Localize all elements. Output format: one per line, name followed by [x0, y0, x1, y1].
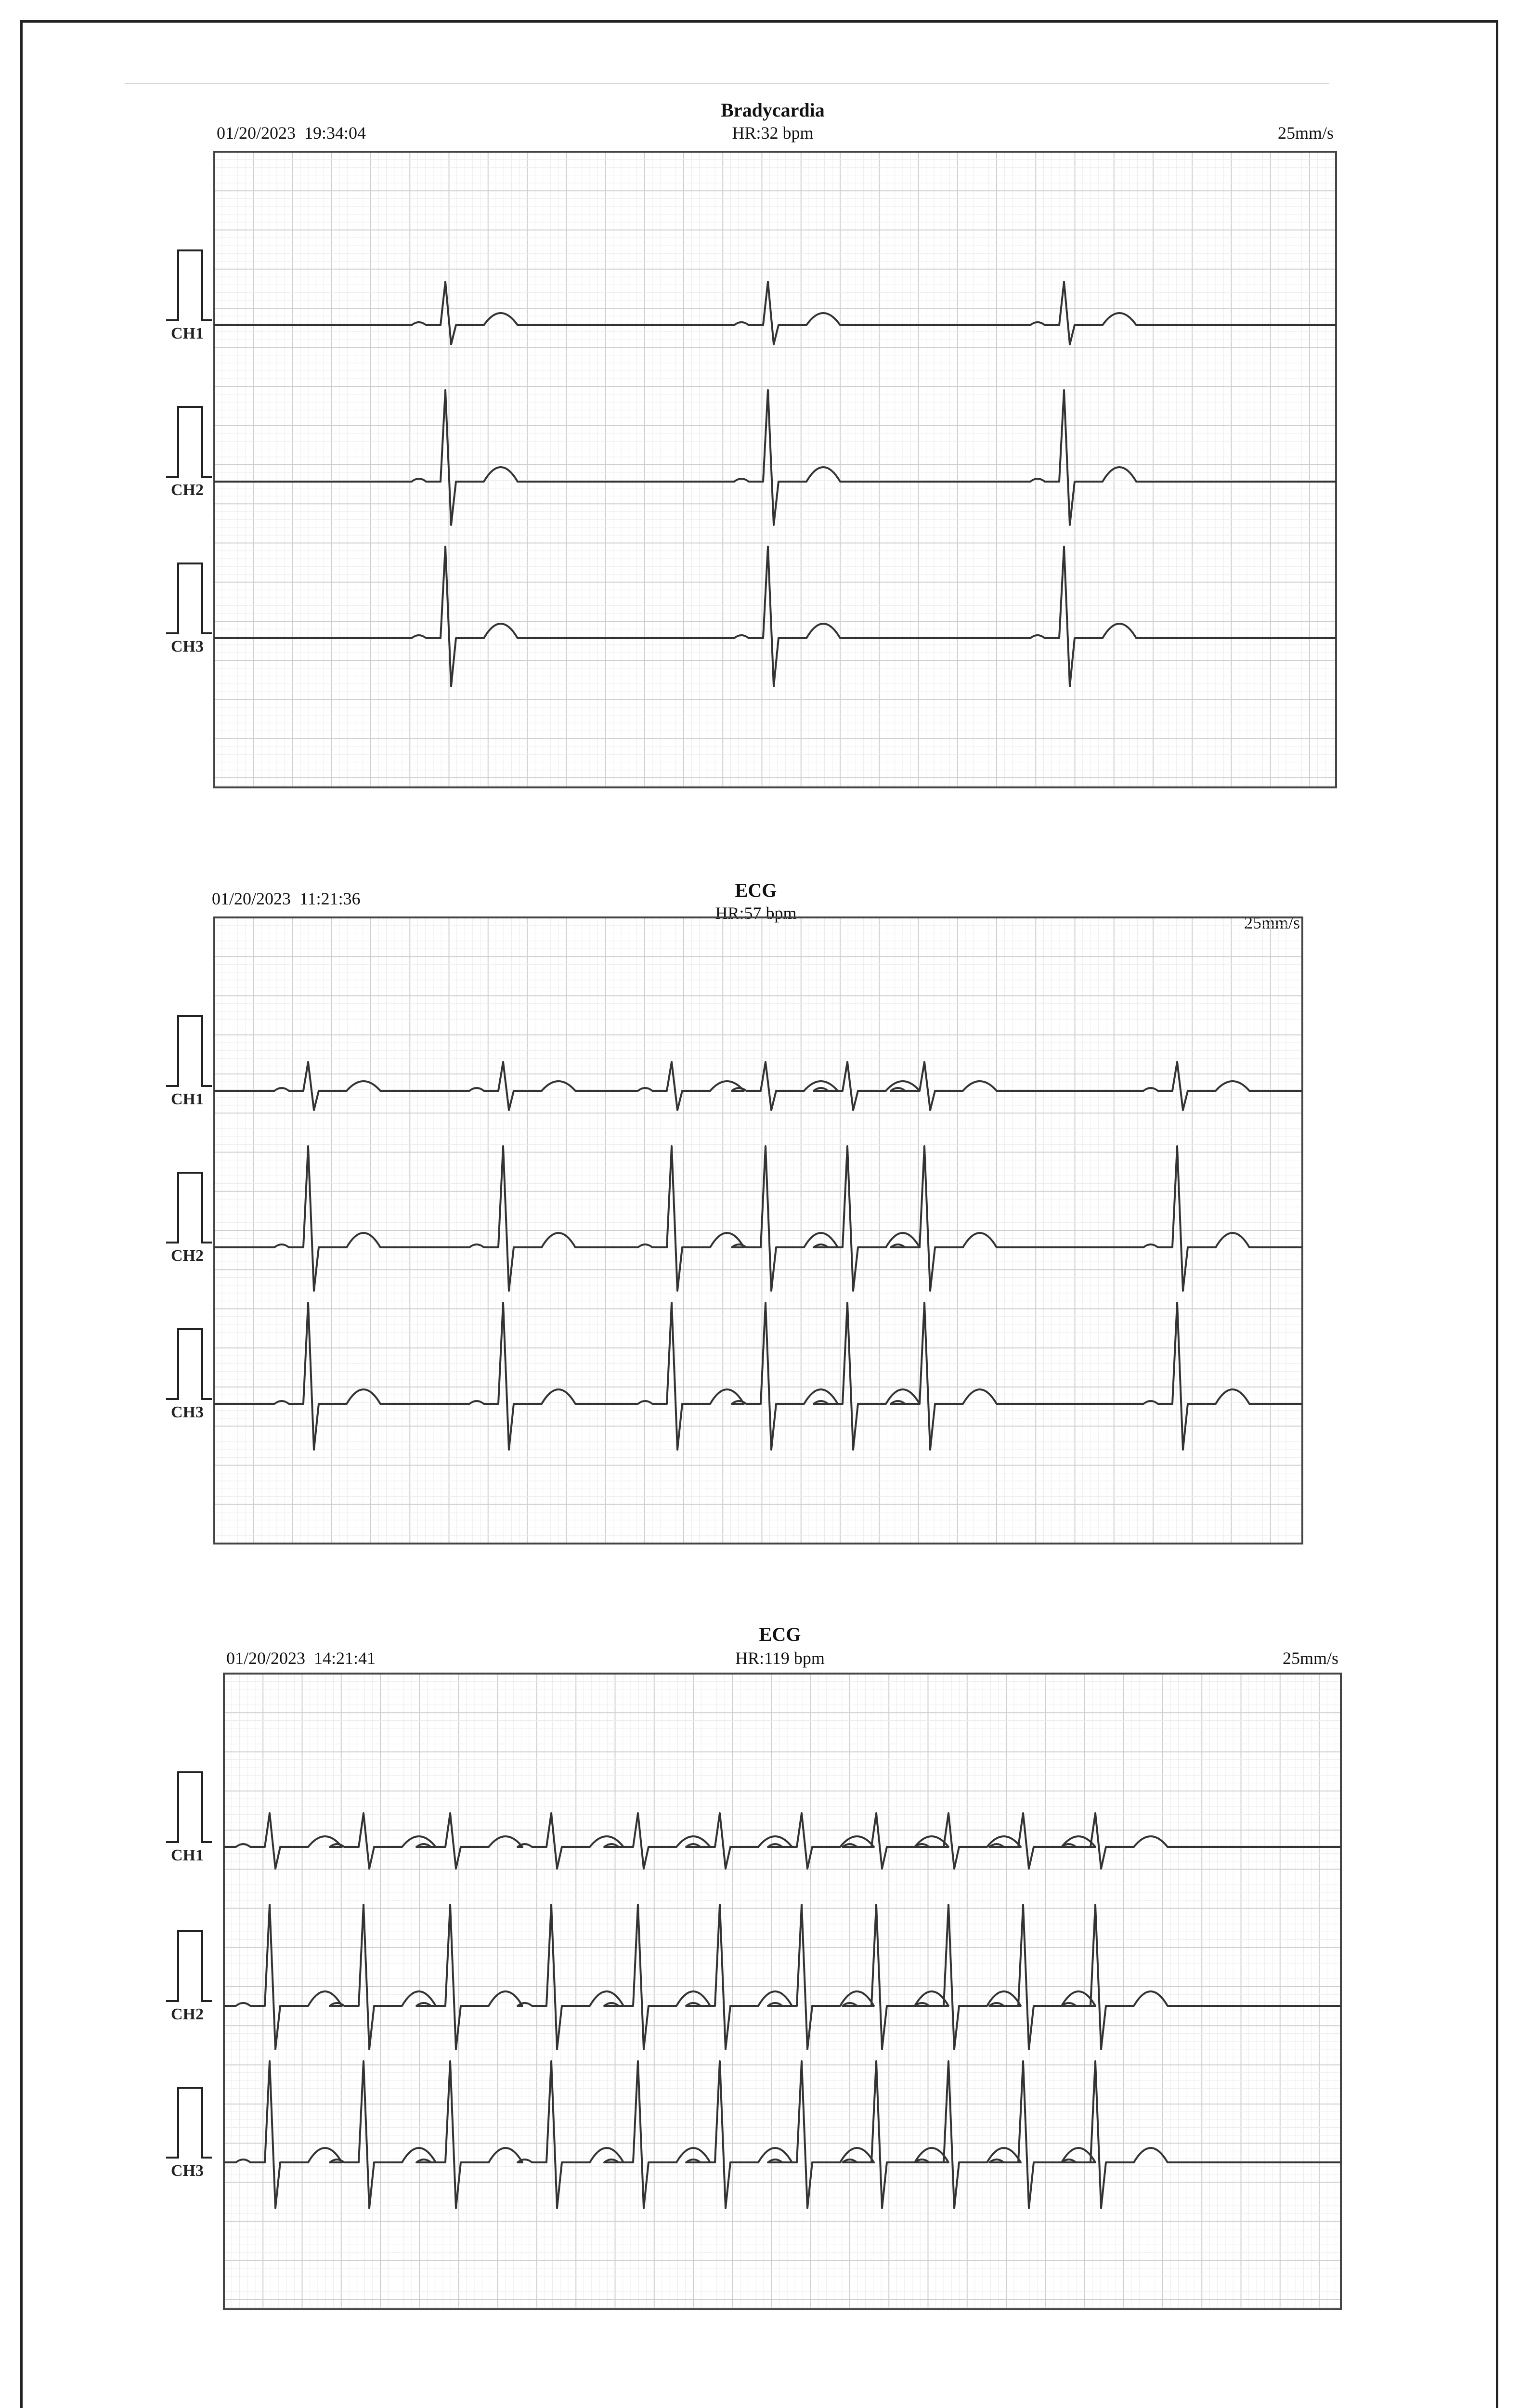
grid-border: [224, 1674, 1341, 2309]
ecg-chart-119bpm: [154, 1671, 1348, 2316]
waveform-ch3: [224, 2061, 1341, 2208]
ecg-grid: [224, 1674, 1341, 2309]
calibration-pulse-ch2: [166, 407, 212, 477]
calibration-pulse-ch3: [166, 1329, 212, 1399]
waveform-ch3: [214, 1303, 1302, 1450]
channel-label-ch3: CH3: [171, 1403, 204, 1421]
strip-speed: 25mm/s: [1277, 123, 1334, 143]
calibration-pulse-ch1: [166, 1772, 212, 1842]
ecg-chart-57bpm: [154, 905, 1305, 1551]
ecg-grid: [214, 917, 1302, 1544]
waveform-ch1: [224, 1813, 1341, 1869]
channel-label-ch3: CH3: [171, 2162, 204, 2180]
waveform-ch2: [224, 1905, 1341, 2049]
channel-label-ch1: CH1: [171, 1846, 204, 1864]
channel-label-ch1: CH1: [171, 1090, 204, 1108]
calibration-pulse-ch3: [166, 2088, 212, 2158]
channel-label-ch2: CH2: [171, 2005, 204, 2023]
channel-label-ch3: CH3: [171, 638, 204, 655]
strip-title: ECG: [759, 1623, 801, 1645]
channel-label-ch1: CH1: [171, 325, 204, 342]
strip-timestamp: 01/20/2023 11:21:36: [212, 889, 361, 908]
calibration-pulse-ch3: [166, 563, 212, 633]
calibration-pulse-ch2: [166, 1931, 212, 2001]
strip-speed: 25mm/s: [1282, 1649, 1338, 1668]
channel-label-ch2: CH2: [171, 1247, 204, 1265]
strip-heart-rate: HR:119 bpm: [735, 1649, 825, 1668]
strip-timestamp: 01/20/2023 19:34:04: [217, 123, 366, 143]
strip-speed: 25mm/s: [1244, 913, 1300, 932]
strip-timestamp: 01/20/2023 14:21:41: [226, 1649, 376, 1668]
ecg-grid: [214, 152, 1336, 787]
ecg-chart-bradycardia: [154, 149, 1338, 795]
strip-heart-rate: HR:32 bpm: [732, 123, 814, 143]
channel-label-ch2: CH2: [171, 481, 204, 499]
waveform-ch3: [214, 547, 1336, 686]
calibration-pulse-ch1: [166, 1016, 212, 1086]
waveform-ch2: [214, 390, 1336, 525]
strip-heart-rate: HR:57 bpm: [715, 903, 797, 923]
waveform-ch1: [214, 282, 1336, 344]
calibration-pulse-ch1: [166, 250, 212, 320]
strip-title: ECG: [735, 879, 777, 901]
strip-title: Bradycardia: [721, 99, 825, 121]
grid-border: [214, 152, 1336, 787]
top-rule: [125, 83, 1329, 84]
calibration-pulse-ch2: [166, 1173, 212, 1243]
waveform-ch1: [214, 1062, 1302, 1110]
